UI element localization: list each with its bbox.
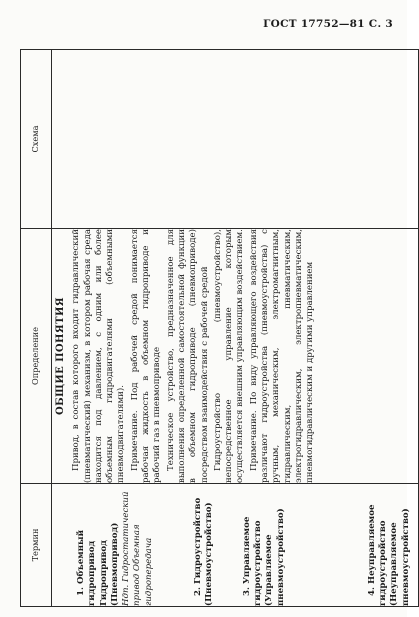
scheme-column (52, 50, 419, 229)
column-header-term: Термин (21, 484, 52, 607)
page-header: ГОСТ 17752—81 С. 3 (263, 18, 393, 30)
term-synonym: Гидропривод (Пневмопривод) (98, 522, 120, 606)
term-synonym: (Пневмоустройство) (204, 502, 215, 606)
table-header-row (21, 50, 52, 607)
term-synonym: (Неуправляемое пневмоустройство) (389, 508, 411, 606)
term-title: 3. Управляемое гидроустройство (241, 516, 263, 606)
section-title: ОБЩИЕ ПОНЯТИЯ (55, 296, 66, 416)
definition-3: Гидроустройство (пневмоустройство), непосредственное управление которым осуществляется внешним управляющим воздействием. (212, 229, 246, 483)
term-not-allowed: Ндп. Гидростатический привод Объемная гидропередача (121, 491, 154, 606)
term-title: 2. Гидроустройство (193, 497, 204, 596)
column-header-scheme: Схема (21, 50, 52, 229)
table-body-row (52, 50, 419, 607)
terms-table-rotated (20, 50, 411, 607)
definition-2: Техническое устройство, предназначенное для выполнения определенной самостоятельной функции в объемном гидроприводе (пневмоприводе) посредством взаимодействия с рабочей средой (165, 229, 210, 483)
term-column (52, 484, 419, 607)
terms-table (20, 49, 419, 607)
definition-3-note: Примечание. По виду управляющего воздействия различают гидроустройства (пневмоустройства) с ручным, механическим, электромагнитным, гидравлическим, пневматическим, электрогидравлическим, электропневматическим, пневмогидравлическим и другими управлением (248, 229, 316, 483)
term-title: 1. Объемный гидропривод (76, 530, 98, 606)
term-entry-1 (76, 484, 155, 606)
term-entry-4 (367, 484, 412, 606)
term-title: 4. Неуправляемое гидроустройство (366, 504, 389, 606)
definition-column (52, 229, 419, 484)
term-entry-2 (193, 484, 216, 606)
definition-1-note: Примечание. Под рабочей средой понимается рабочая жидкость в объемном гидроприводе и рабочий газ в пневмоприводе (129, 229, 163, 483)
definition-1: Привод, в состав которого входит гидравлический (пневматический) механизм, в котором рабочая среда находится под давлением, с одним или более объемным гидродвигателями (объемными пневмодвигателями). (71, 229, 127, 483)
column-header-definition: Определение (21, 229, 52, 484)
term-entry-3 (242, 484, 287, 606)
term-synonym: (Управляемое пневмоустройство) (264, 508, 286, 606)
